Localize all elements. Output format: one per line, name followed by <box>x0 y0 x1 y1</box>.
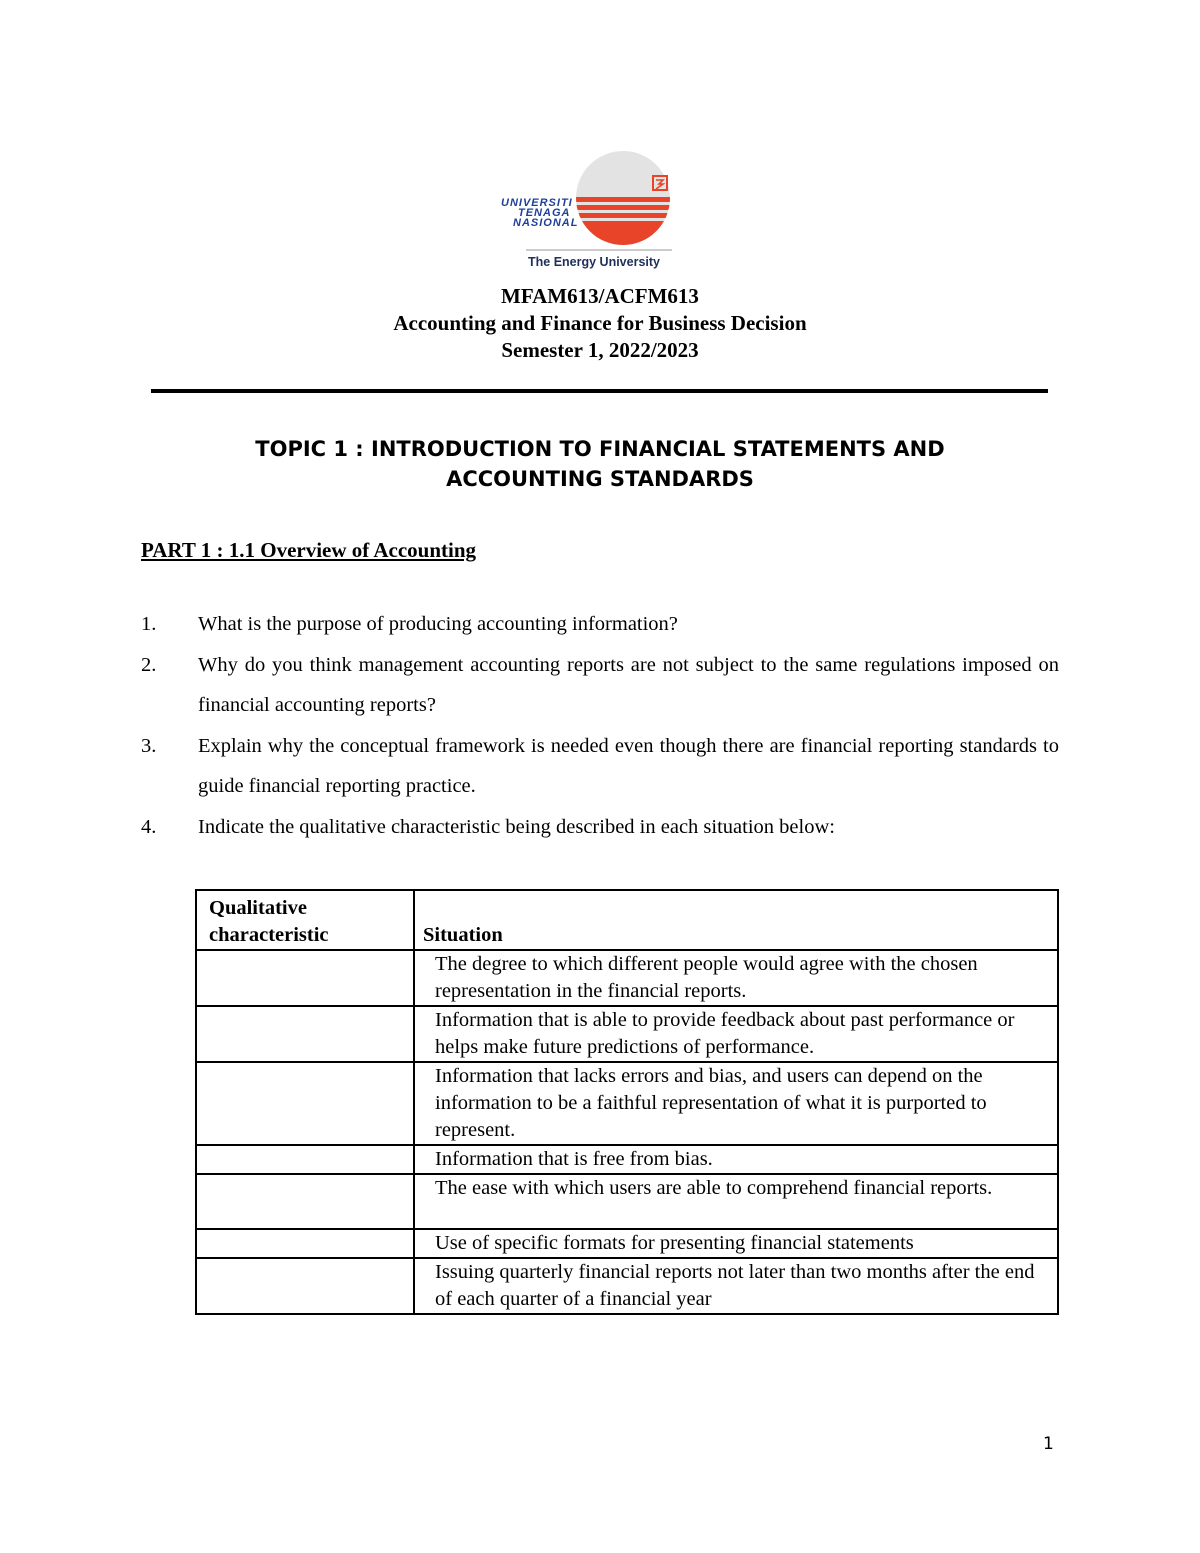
question-number: 1. <box>141 613 157 635</box>
logo-stripe <box>568 197 682 202</box>
table-row <box>196 1174 1058 1229</box>
question-number: 4. <box>141 815 157 838</box>
course-code: MFAM613/ACFM613 <box>501 284 699 308</box>
situation-cell: The degree to which different people would agree with the chosen representation in the financial reports. <box>414 950 1058 1006</box>
table-row <box>196 950 1058 1006</box>
answer-cell[interactable] <box>196 950 414 1006</box>
table-row <box>196 1145 1058 1174</box>
table-header-row <box>196 890 1058 950</box>
situation-cell: The ease with which users are able to comprehend financial reports. <box>414 1174 1058 1229</box>
semester: Semester 1, 2022/2023 <box>501 338 699 362</box>
answer-cell[interactable] <box>196 1258 414 1314</box>
part-heading: PART 1 : 1.1 Overview of Accounting <box>141 538 477 562</box>
question-number: 3. <box>141 734 157 757</box>
table-row <box>196 1229 1058 1258</box>
situation-cell: Information that is free from bias. <box>414 1145 1058 1174</box>
answer-cell[interactable] <box>196 1229 414 1258</box>
question-item <box>141 726 1059 807</box>
question-list <box>141 604 1059 847</box>
answer-cell[interactable] <box>196 1006 414 1062</box>
logo-stripe <box>568 205 682 210</box>
question-text: Indicate the qualitative characteristic being described in each situation below: <box>198 815 835 838</box>
topic-title <box>100 434 1100 494</box>
situation-cell: Issuing quarterly financial reports not later than two months after the end of each quarter of a financial year <box>414 1258 1058 1314</box>
logo-stripe <box>568 213 682 218</box>
situation-cell: Use of specific formats for presenting financial statements <box>414 1229 1058 1258</box>
answer-cell[interactable] <box>196 1062 414 1145</box>
page-number: 1 <box>1043 1434 1054 1454</box>
question-item <box>141 807 1059 848</box>
question-text: Explain why the conceptual framework is needed even though there are financial reporting standards to guide financial reporting practice. <box>198 734 1059 797</box>
horizontal-rule <box>151 389 1048 393</box>
qualitative-characteristics-table <box>195 889 1059 1315</box>
logo-text-line1: UNIVERSITI <box>501 197 573 209</box>
question-text: What is the purpose of producing accounting information? <box>198 613 678 635</box>
question-text: Why do you think management accounting reports are not subject to the same regulations imposed on financial accounting reports? <box>198 653 1059 716</box>
logo-bottom-half <box>568 221 682 251</box>
question-item <box>141 604 1059 645</box>
question-number: 2. <box>141 653 157 676</box>
table-row <box>196 1258 1058 1314</box>
answer-cell[interactable] <box>196 1174 414 1229</box>
university-logo <box>498 150 682 272</box>
course-header <box>0 283 1200 364</box>
answer-cell[interactable] <box>196 1145 414 1174</box>
topic-line-2: ACCOUNTING STANDARDS <box>446 467 754 491</box>
course-title: Accounting and Finance for Business Decision <box>393 311 807 335</box>
table-row <box>196 1006 1058 1062</box>
column-header-characteristic: Qualitative characteristic <box>196 890 414 950</box>
logo-text-line3: NASIONAL <box>513 217 579 229</box>
question-item <box>141 645 1059 726</box>
logo-tagline: The Energy University <box>528 255 660 269</box>
situation-cell: Information that lacks errors and bias, and users can depend on the information to be a faithful representation of what it is purported to represent. <box>414 1062 1058 1145</box>
table-row <box>196 1062 1058 1145</box>
column-header-situation: Situation <box>414 890 1058 950</box>
topic-line-1: TOPIC 1 : INTRODUCTION TO FINANCIAL STATEMENTS AND <box>255 437 945 461</box>
logo-text-line2: TENAGA <box>518 207 571 219</box>
situation-cell: Information that is able to provide feedback about past performance or helps make future predictions of performance. <box>414 1006 1058 1062</box>
